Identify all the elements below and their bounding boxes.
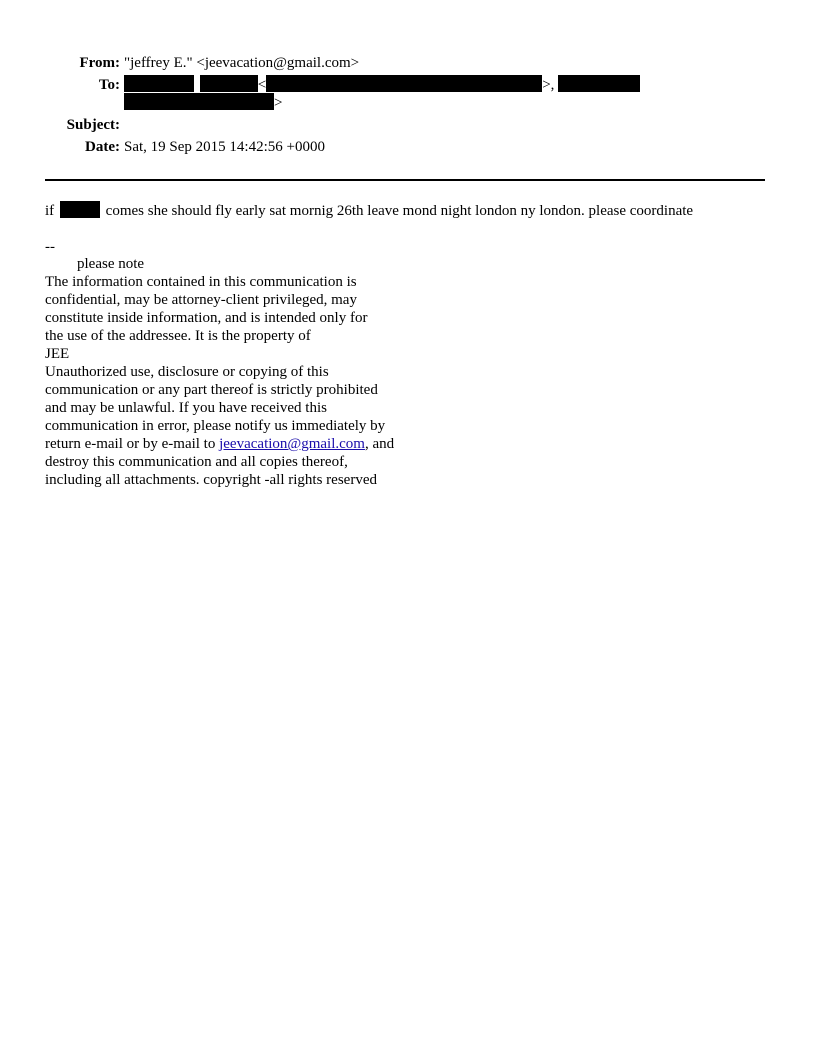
subject-label: Subject: [66, 117, 120, 133]
to-gt-comma: >, [542, 77, 555, 93]
redaction-block [60, 201, 100, 218]
disclaimer-line: and may be unlawful. If you have received this [45, 400, 327, 416]
header-divider [45, 179, 765, 181]
date-value: Sat, 19 Sep 2015 14:42:56 +0000 [124, 139, 325, 155]
disclaimer-line-with-link [45, 435, 394, 453]
return-prefix: return e-mail or by e-mail to [45, 436, 220, 452]
message-prefix: if [45, 203, 55, 219]
disclaimer-line: The information contained in this communication is [45, 274, 357, 290]
redaction-block [124, 75, 194, 92]
message-text: comes she should fly early sat mornig 26th leave mond night london ny london. please coordinate [105, 203, 694, 219]
redaction-block [124, 93, 274, 110]
disclaimer-line: communication in error, please notify us immediately by [45, 418, 386, 434]
disclaimer-line: JEE [45, 346, 70, 362]
redaction-block [200, 75, 258, 92]
signature-separator: -- [45, 239, 55, 255]
to-value-continued [124, 93, 282, 113]
message-line [45, 201, 693, 220]
redaction-block [558, 75, 640, 92]
disclaimer-line: including all attachments. copyright -all rights reserved [45, 472, 377, 488]
return-suffix: , and [364, 436, 395, 452]
to-gt: > [274, 95, 283, 111]
email-link[interactable]: jeevacation@gmail.com [219, 436, 365, 452]
disclaimer-line: confidential, may be attorney-client privileged, may [45, 292, 357, 308]
to-lt: < [257, 77, 267, 93]
please-note: please note [77, 256, 145, 272]
to-value [124, 75, 640, 95]
disclaimer-line: Unauthorized use, disclosure or copying of this [45, 364, 329, 380]
to-label: To: [98, 77, 120, 93]
disclaimer-line: communication or any part thereof is strictly prohibited [45, 382, 378, 398]
disclaimer-line: constitute inside information, and is intended only for [45, 310, 368, 326]
date-label: Date: [85, 139, 120, 155]
disclaimer-line: the use of the addressee. It is the property of [45, 328, 311, 344]
disclaimer-line: destroy this communication and all copies thereof, [45, 454, 348, 470]
from-label: From: [79, 55, 120, 71]
redaction-block [266, 75, 542, 92]
from-value: "jeffrey E." <jeevacation@gmail.com> [124, 55, 360, 71]
